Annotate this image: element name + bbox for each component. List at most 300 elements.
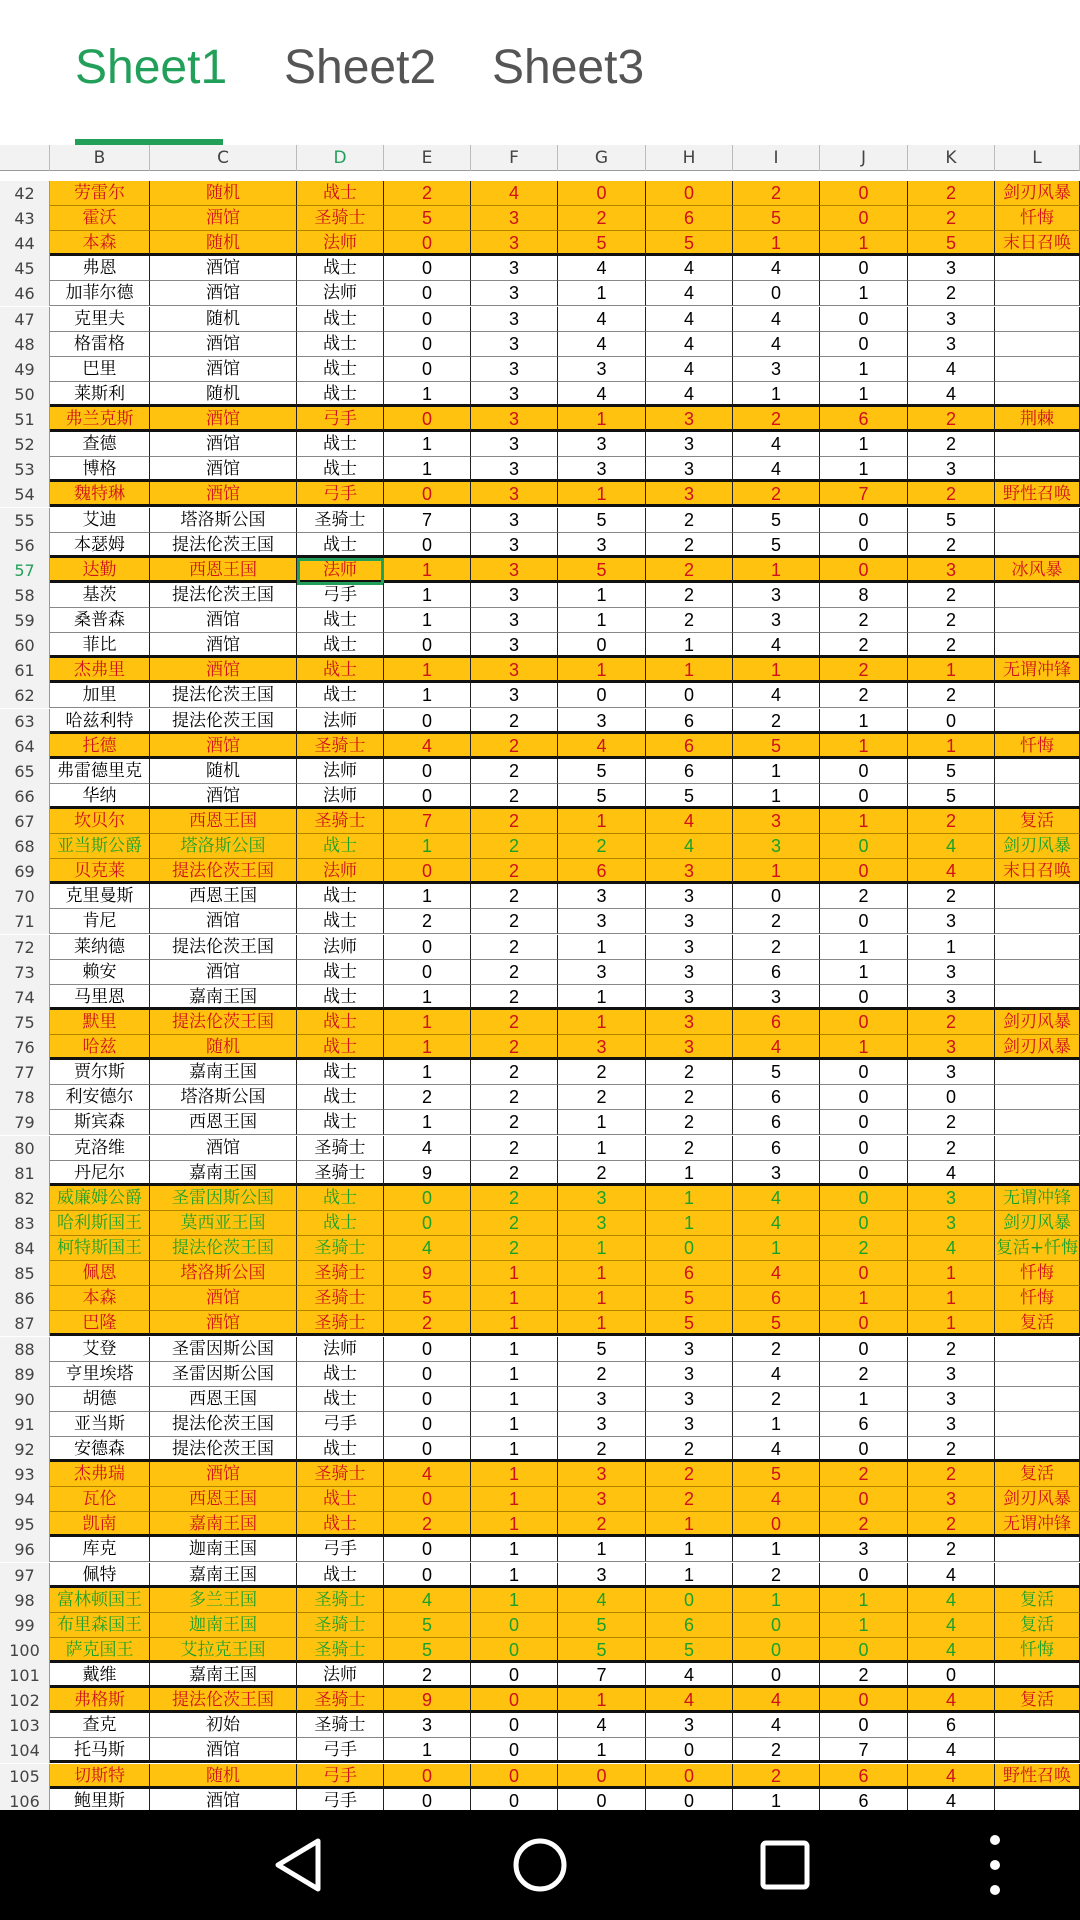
cell-k[interactable]: 2 — [908, 1437, 995, 1462]
cell-f[interactable]: 3 — [471, 658, 558, 683]
cell-c[interactable]: 嘉南王国 — [150, 1060, 297, 1085]
cell-k[interactable]: 2 — [908, 809, 995, 834]
cell-h[interactable]: 6 — [646, 206, 733, 231]
cell-d[interactable]: 圣骑士 — [297, 1286, 384, 1311]
cell-e[interactable]: 0 — [384, 307, 471, 332]
cell-d[interactable]: 战士 — [297, 1186, 384, 1211]
cell-d[interactable]: 战士 — [297, 357, 384, 382]
cell-g[interactable]: 3 — [558, 533, 646, 558]
cell-i[interactable]: 0 — [733, 1613, 820, 1638]
row-number[interactable]: 65 — [0, 759, 50, 784]
cell-l[interactable] — [995, 508, 1080, 533]
cell-l[interactable]: 复活 — [995, 1311, 1080, 1336]
cell-c[interactable]: 提法伦茨王国 — [150, 709, 297, 734]
cell-c[interactable]: 西恩王国 — [150, 1387, 297, 1412]
cell-g[interactable]: 2 — [558, 1512, 646, 1537]
cell-d[interactable]: 战士 — [297, 1010, 384, 1035]
cell-h[interactable]: 3 — [646, 935, 733, 960]
cell-f[interactable]: 0 — [471, 1738, 558, 1763]
cell-l[interactable]: 无谓冲锋 — [995, 1512, 1080, 1537]
cell-g[interactable]: 2 — [558, 1161, 646, 1186]
cell-c[interactable]: 随机 — [150, 382, 297, 407]
cell-b[interactable]: 华纳 — [50, 784, 150, 809]
cell-l[interactable] — [995, 1060, 1080, 1085]
cell-i[interactable]: 3 — [733, 357, 820, 382]
cell-d[interactable]: 圣骑士 — [297, 508, 384, 533]
cell-g[interactable]: 4 — [558, 1713, 646, 1738]
row-number[interactable]: 83 — [0, 1211, 50, 1236]
row-number[interactable]: 98 — [0, 1588, 50, 1613]
cell-i[interactable]: 4 — [733, 332, 820, 357]
cell-c[interactable]: 酒馆 — [150, 206, 297, 231]
cell-h[interactable]: 0 — [646, 683, 733, 708]
cell-f[interactable]: 2 — [471, 734, 558, 759]
cell-d[interactable]: 战士 — [297, 432, 384, 457]
cell-b[interactable]: 本森 — [50, 1286, 150, 1311]
cell-f[interactable]: 0 — [471, 1688, 558, 1713]
cell-k[interactable]: 4 — [908, 1613, 995, 1638]
cell-b[interactable]: 富林顿国王 — [50, 1588, 150, 1613]
cell-k[interactable]: 2 — [908, 583, 995, 608]
cell-c[interactable]: 酒馆 — [150, 734, 297, 759]
cell-i[interactable]: 2 — [733, 1337, 820, 1362]
cell-d[interactable]: 圣骑士 — [297, 1462, 384, 1487]
cell-d[interactable]: 圣骑士 — [297, 1236, 384, 1261]
cell-g[interactable]: 1 — [558, 407, 646, 432]
row-number[interactable]: 53 — [0, 457, 50, 482]
row-number[interactable]: 72 — [0, 935, 50, 960]
cell-g[interactable]: 7 — [558, 1663, 646, 1688]
cell-e[interactable]: 0 — [384, 256, 471, 281]
row-number[interactable]: 94 — [0, 1487, 50, 1512]
cell-g[interactable]: 0 — [558, 683, 646, 708]
cell-l[interactable] — [995, 1085, 1080, 1110]
cell-d[interactable]: 战士 — [297, 633, 384, 658]
cell-l[interactable] — [995, 884, 1080, 909]
cell-f[interactable]: 1 — [471, 1563, 558, 1588]
row-number[interactable]: 78 — [0, 1085, 50, 1110]
cell-b[interactable]: 弗兰克斯 — [50, 407, 150, 432]
cell-c[interactable]: 酒馆 — [150, 1462, 297, 1487]
cell-g[interactable]: 4 — [558, 307, 646, 332]
cell-e[interactable]: 1 — [384, 608, 471, 633]
cell-i[interactable]: 1 — [733, 1588, 820, 1613]
cell-e[interactable]: 0 — [384, 709, 471, 734]
cell-i[interactable]: 4 — [733, 1211, 820, 1236]
cell-g[interactable]: 0 — [558, 1764, 646, 1789]
cell-g[interactable]: 6 — [558, 859, 646, 884]
select-all-corner[interactable] — [0, 145, 50, 171]
cell-l[interactable] — [995, 457, 1080, 482]
cell-h[interactable]: 3 — [646, 1387, 733, 1412]
cell-l[interactable] — [995, 1110, 1080, 1135]
column-header-b[interactable]: B — [50, 145, 150, 171]
cell-f[interactable]: 3 — [471, 307, 558, 332]
cell-k[interactable]: 4 — [908, 1588, 995, 1613]
cell-j[interactable]: 1 — [820, 432, 908, 457]
cell-j[interactable]: 2 — [820, 683, 908, 708]
cell-b[interactable]: 劳雷尔 — [50, 181, 150, 206]
cell-j[interactable]: 0 — [820, 533, 908, 558]
cell-i[interactable]: 6 — [733, 1136, 820, 1161]
cell-b[interactable]: 弗雷德里克 — [50, 759, 150, 784]
cell-c[interactable]: 随机 — [150, 181, 297, 206]
cell-h[interactable]: 3 — [646, 859, 733, 884]
row-number[interactable]: 80 — [0, 1136, 50, 1161]
cell-b[interactable]: 加里 — [50, 683, 150, 708]
cell-l[interactable]: 剑刃风暴 — [995, 1211, 1080, 1236]
cell-d[interactable]: 法师 — [297, 935, 384, 960]
cell-e[interactable]: 1 — [384, 382, 471, 407]
cell-k[interactable]: 2 — [908, 1462, 995, 1487]
cell-k[interactable]: 3 — [908, 1035, 995, 1060]
row-number[interactable]: 79 — [0, 1110, 50, 1135]
cell-l[interactable]: 剑刃风暴 — [995, 1010, 1080, 1035]
cell-b[interactable]: 佩特 — [50, 1563, 150, 1588]
cell-i[interactable]: 0 — [733, 1663, 820, 1688]
cell-b[interactable]: 坎贝尔 — [50, 809, 150, 834]
cell-c[interactable]: 随机 — [150, 759, 297, 784]
cell-h[interactable]: 3 — [646, 884, 733, 909]
cell-l[interactable] — [995, 608, 1080, 633]
row-number[interactable]: 76 — [0, 1035, 50, 1060]
cell-h[interactable]: 0 — [646, 1588, 733, 1613]
cell-f[interactable]: 1 — [471, 1362, 558, 1387]
cell-j[interactable]: 6 — [820, 1789, 908, 1810]
cell-f[interactable]: 3 — [471, 608, 558, 633]
cell-h[interactable]: 3 — [646, 1713, 733, 1738]
cell-b[interactable]: 巴里 — [50, 357, 150, 382]
cell-k[interactable]: 4 — [908, 357, 995, 382]
cell-k[interactable]: 0 — [908, 1085, 995, 1110]
cell-d[interactable]: 圣骑士 — [297, 1688, 384, 1713]
cell-c[interactable]: 随机 — [150, 1035, 297, 1060]
cell-c[interactable]: 提法伦茨王国 — [150, 859, 297, 884]
cell-l[interactable] — [995, 1663, 1080, 1688]
cell-c[interactable]: 塔洛斯公国 — [150, 1261, 297, 1286]
row-number[interactable]: 63 — [0, 709, 50, 734]
row-number[interactable]: 96 — [0, 1537, 50, 1562]
row-number[interactable]: 44 — [0, 231, 50, 256]
cell-k[interactable]: 2 — [908, 533, 995, 558]
cell-c[interactable]: 初始 — [150, 1713, 297, 1738]
cell-i[interactable]: 0 — [733, 1512, 820, 1537]
cell-l[interactable] — [995, 683, 1080, 708]
cell-c[interactable]: 塔洛斯公国 — [150, 834, 297, 859]
cell-k[interactable]: 4 — [908, 1789, 995, 1810]
cell-h[interactable]: 3 — [646, 1035, 733, 1060]
cell-b[interactable]: 库克 — [50, 1537, 150, 1562]
cell-j[interactable]: 0 — [820, 206, 908, 231]
cell-l[interactable] — [995, 909, 1080, 934]
cell-c[interactable]: 随机 — [150, 231, 297, 256]
cell-k[interactable]: 2 — [908, 1010, 995, 1035]
cell-b[interactable]: 鲍里斯 — [50, 1789, 150, 1810]
row-number[interactable]: 75 — [0, 1010, 50, 1035]
row-number[interactable]: 85 — [0, 1261, 50, 1286]
cell-c[interactable]: 酒馆 — [150, 1789, 297, 1810]
cell-c[interactable]: 圣雷因斯公国 — [150, 1186, 297, 1211]
cell-d[interactable]: 弓手 — [297, 1764, 384, 1789]
cell-h[interactable]: 2 — [646, 1110, 733, 1135]
cell-c[interactable]: 莫西亚王国 — [150, 1211, 297, 1236]
cell-h[interactable]: 2 — [646, 608, 733, 633]
cell-g[interactable]: 1 — [558, 1311, 646, 1336]
cell-e[interactable]: 0 — [384, 231, 471, 256]
cell-j[interactable]: 0 — [820, 1563, 908, 1588]
cell-d[interactable]: 法师 — [297, 709, 384, 734]
cell-k[interactable]: 3 — [908, 332, 995, 357]
cell-h[interactable]: 2 — [646, 558, 733, 583]
cell-l[interactable]: 复活 — [995, 1688, 1080, 1713]
cell-i[interactable]: 2 — [733, 1738, 820, 1763]
cell-l[interactable]: 剑刃风暴 — [995, 1035, 1080, 1060]
cell-k[interactable]: 5 — [908, 231, 995, 256]
row-number[interactable]: 86 — [0, 1286, 50, 1311]
cell-e[interactable]: 1 — [384, 432, 471, 457]
cell-e[interactable]: 1 — [384, 1010, 471, 1035]
cell-i[interactable]: 6 — [733, 1010, 820, 1035]
cell-k[interactable]: 4 — [908, 1764, 995, 1789]
cell-f[interactable]: 3 — [471, 683, 558, 708]
cell-f[interactable]: 1 — [471, 1387, 558, 1412]
cell-h[interactable]: 0 — [646, 181, 733, 206]
cell-i[interactable]: 1 — [733, 1236, 820, 1261]
cell-b[interactable]: 克里夫 — [50, 307, 150, 332]
cell-l[interactable]: 末日召唤 — [995, 859, 1080, 884]
cell-h[interactable]: 5 — [646, 1286, 733, 1311]
cell-c[interactable]: 圣雷因斯公国 — [150, 1362, 297, 1387]
cell-b[interactable]: 戴维 — [50, 1663, 150, 1688]
row-number[interactable]: 55 — [0, 508, 50, 533]
cell-d[interactable]: 圣骑士 — [297, 1136, 384, 1161]
cell-b[interactable]: 贾尔斯 — [50, 1060, 150, 1085]
row-number[interactable]: 43 — [0, 206, 50, 231]
cell-l[interactable]: 剑刃风暴 — [995, 181, 1080, 206]
cell-h[interactable]: 4 — [646, 809, 733, 834]
cell-g[interactable]: 1 — [558, 1010, 646, 1035]
cell-d[interactable]: 战士 — [297, 1035, 384, 1060]
cell-f[interactable]: 1 — [471, 1337, 558, 1362]
cell-i[interactable]: 1 — [733, 759, 820, 784]
cell-b[interactable]: 哈兹利特 — [50, 709, 150, 734]
cell-b[interactable]: 弗恩 — [50, 256, 150, 281]
cell-b[interactable]: 克里曼斯 — [50, 884, 150, 909]
cell-e[interactable]: 2 — [384, 1512, 471, 1537]
cell-j[interactable]: 0 — [820, 1261, 908, 1286]
cell-j[interactable]: 0 — [820, 759, 908, 784]
cell-g[interactable]: 0 — [558, 181, 646, 206]
cell-b[interactable]: 杰弗里 — [50, 658, 150, 683]
cell-l[interactable] — [995, 1563, 1080, 1588]
cell-e[interactable]: 0 — [384, 332, 471, 357]
row-number[interactable]: 73 — [0, 960, 50, 985]
cell-k[interactable]: 3 — [908, 1412, 995, 1437]
cell-e[interactable]: 9 — [384, 1261, 471, 1286]
row-number[interactable]: 68 — [0, 834, 50, 859]
cell-d[interactable]: 弓手 — [297, 482, 384, 507]
cell-b[interactable]: 斯宾森 — [50, 1110, 150, 1135]
cell-c[interactable]: 提法伦茨王国 — [150, 533, 297, 558]
cell-f[interactable]: 3 — [471, 357, 558, 382]
cell-d[interactable]: 战士 — [297, 1085, 384, 1110]
cell-k[interactable]: 5 — [908, 759, 995, 784]
cell-h[interactable]: 2 — [646, 1487, 733, 1512]
cell-h[interactable]: 2 — [646, 1085, 733, 1110]
cell-f[interactable]: 3 — [471, 457, 558, 482]
cell-c[interactable]: 酒馆 — [150, 457, 297, 482]
cell-l[interactable]: 复活+忏悔 — [995, 1236, 1080, 1261]
cell-c[interactable]: 嘉南王国 — [150, 985, 297, 1010]
cell-h[interactable]: 4 — [646, 281, 733, 306]
cell-j[interactable]: 0 — [820, 1186, 908, 1211]
cell-k[interactable]: 1 — [908, 935, 995, 960]
cell-c[interactable]: 西恩王国 — [150, 809, 297, 834]
cell-e[interactable]: 1 — [384, 558, 471, 583]
cell-d[interactable]: 法师 — [297, 784, 384, 809]
cell-j[interactable]: 0 — [820, 1337, 908, 1362]
cell-h[interactable]: 3 — [646, 407, 733, 432]
cell-i[interactable]: 6 — [733, 1110, 820, 1135]
row-number[interactable]: 50 — [0, 382, 50, 407]
cell-g[interactable]: 3 — [558, 709, 646, 734]
row-number[interactable]: 66 — [0, 784, 50, 809]
cell-c[interactable]: 提法伦茨王国 — [150, 1236, 297, 1261]
cell-c[interactable]: 多兰王国 — [150, 1588, 297, 1613]
cell-f[interactable]: 3 — [471, 432, 558, 457]
cell-e[interactable]: 9 — [384, 1688, 471, 1713]
cell-f[interactable]: 1 — [471, 1412, 558, 1437]
cell-i[interactable]: 2 — [733, 909, 820, 934]
cell-d[interactable]: 战士 — [297, 382, 384, 407]
cell-b[interactable]: 达勤 — [50, 558, 150, 583]
cell-c[interactable]: 酒馆 — [150, 608, 297, 633]
cell-e[interactable]: 4 — [384, 1236, 471, 1261]
cell-h[interactable]: 4 — [646, 332, 733, 357]
cell-l[interactable] — [995, 985, 1080, 1010]
cell-d[interactable]: 战士 — [297, 181, 384, 206]
cell-l[interactable]: 忏悔 — [995, 206, 1080, 231]
cell-b[interactable]: 弗格斯 — [50, 1688, 150, 1713]
cell-d[interactable]: 战士 — [297, 1387, 384, 1412]
cell-j[interactable]: 0 — [820, 1110, 908, 1135]
row-number[interactable]: 106 — [0, 1789, 50, 1810]
cell-j[interactable]: 0 — [820, 558, 908, 583]
cell-g[interactable]: 4 — [558, 256, 646, 281]
cell-f[interactable]: 2 — [471, 1010, 558, 1035]
cell-k[interactable]: 3 — [908, 909, 995, 934]
cell-c[interactable]: 酒馆 — [150, 1286, 297, 1311]
cell-c[interactable]: 西恩王国 — [150, 1487, 297, 1512]
cell-e[interactable]: 1 — [384, 1060, 471, 1085]
cell-g[interactable]: 4 — [558, 332, 646, 357]
cell-h[interactable]: 1 — [646, 633, 733, 658]
cell-c[interactable]: 西恩王国 — [150, 1110, 297, 1135]
cell-j[interactable]: 0 — [820, 834, 908, 859]
cell-c[interactable]: 西恩王国 — [150, 884, 297, 909]
cell-g[interactable]: 5 — [558, 558, 646, 583]
cell-f[interactable]: 3 — [471, 382, 558, 407]
cell-j[interactable]: 6 — [820, 1412, 908, 1437]
cell-e[interactable]: 0 — [384, 1387, 471, 1412]
cell-k[interactable]: 2 — [908, 1136, 995, 1161]
cell-g[interactable]: 1 — [558, 1537, 646, 1562]
cell-k[interactable]: 5 — [908, 784, 995, 809]
cell-b[interactable]: 利安德尔 — [50, 1085, 150, 1110]
cell-f[interactable]: 1 — [471, 1286, 558, 1311]
cell-j[interactable]: 1 — [820, 709, 908, 734]
row-number[interactable]: 59 — [0, 608, 50, 633]
cell-d[interactable]: 战士 — [297, 533, 384, 558]
cell-l[interactable] — [995, 759, 1080, 784]
cell-j[interactable]: 2 — [820, 633, 908, 658]
cell-i[interactable]: 2 — [733, 709, 820, 734]
row-number[interactable]: 88 — [0, 1337, 50, 1362]
cell-b[interactable]: 亨里埃塔 — [50, 1362, 150, 1387]
cell-c[interactable]: 塔洛斯公国 — [150, 508, 297, 533]
cell-d[interactable]: 圣骑士 — [297, 1613, 384, 1638]
cell-g[interactable]: 3 — [558, 357, 646, 382]
row-number[interactable]: 104 — [0, 1738, 50, 1763]
cell-e[interactable]: 0 — [384, 859, 471, 884]
cell-l[interactable]: 剑刃风暴 — [995, 1487, 1080, 1512]
cell-b[interactable]: 威廉姆公爵 — [50, 1186, 150, 1211]
cell-c[interactable]: 圣雷因斯公国 — [150, 1337, 297, 1362]
cell-h[interactable]: 6 — [646, 734, 733, 759]
cell-i[interactable]: 3 — [733, 1161, 820, 1186]
recents-button[interactable] — [715, 1810, 855, 1920]
cell-l[interactable] — [995, 633, 1080, 658]
cell-i[interactable]: 4 — [733, 683, 820, 708]
cell-f[interactable]: 2 — [471, 709, 558, 734]
cell-h[interactable]: 1 — [646, 1161, 733, 1186]
row-number[interactable]: 51 — [0, 407, 50, 432]
cell-i[interactable]: 3 — [733, 608, 820, 633]
cell-e[interactable]: 1 — [384, 583, 471, 608]
cell-f[interactable]: 2 — [471, 809, 558, 834]
row-number[interactable]: 92 — [0, 1437, 50, 1462]
cell-g[interactable]: 3 — [558, 1387, 646, 1412]
cell-i[interactable]: 4 — [733, 1261, 820, 1286]
cell-i[interactable]: 2 — [733, 181, 820, 206]
cell-b[interactable]: 格雷格 — [50, 332, 150, 357]
column-header-c[interactable]: C — [150, 145, 297, 171]
cell-i[interactable]: 1 — [733, 1789, 820, 1810]
cell-i[interactable]: 5 — [733, 508, 820, 533]
cell-j[interactable]: 8 — [820, 583, 908, 608]
cell-c[interactable]: 酒馆 — [150, 281, 297, 306]
cell-f[interactable]: 2 — [471, 1085, 558, 1110]
cell-f[interactable]: 3 — [471, 633, 558, 658]
cell-j[interactable]: 0 — [820, 1136, 908, 1161]
cell-h[interactable]: 1 — [646, 1211, 733, 1236]
cell-e[interactable]: 0 — [384, 1437, 471, 1462]
cell-l[interactable] — [995, 935, 1080, 960]
cell-f[interactable]: 0 — [471, 1764, 558, 1789]
cell-e[interactable]: 0 — [384, 357, 471, 382]
cell-i[interactable]: 4 — [733, 1713, 820, 1738]
cell-k[interactable]: 3 — [908, 960, 995, 985]
cell-k[interactable]: 1 — [908, 658, 995, 683]
cell-h[interactable]: 1 — [646, 658, 733, 683]
cell-j[interactable]: 2 — [820, 1236, 908, 1261]
cell-d[interactable]: 战士 — [297, 834, 384, 859]
cell-h[interactable]: 0 — [646, 1236, 733, 1261]
cell-i[interactable]: 5 — [733, 533, 820, 558]
cell-e[interactable]: 2 — [384, 1085, 471, 1110]
cell-f[interactable]: 1 — [471, 1487, 558, 1512]
cell-k[interactable]: 4 — [908, 834, 995, 859]
